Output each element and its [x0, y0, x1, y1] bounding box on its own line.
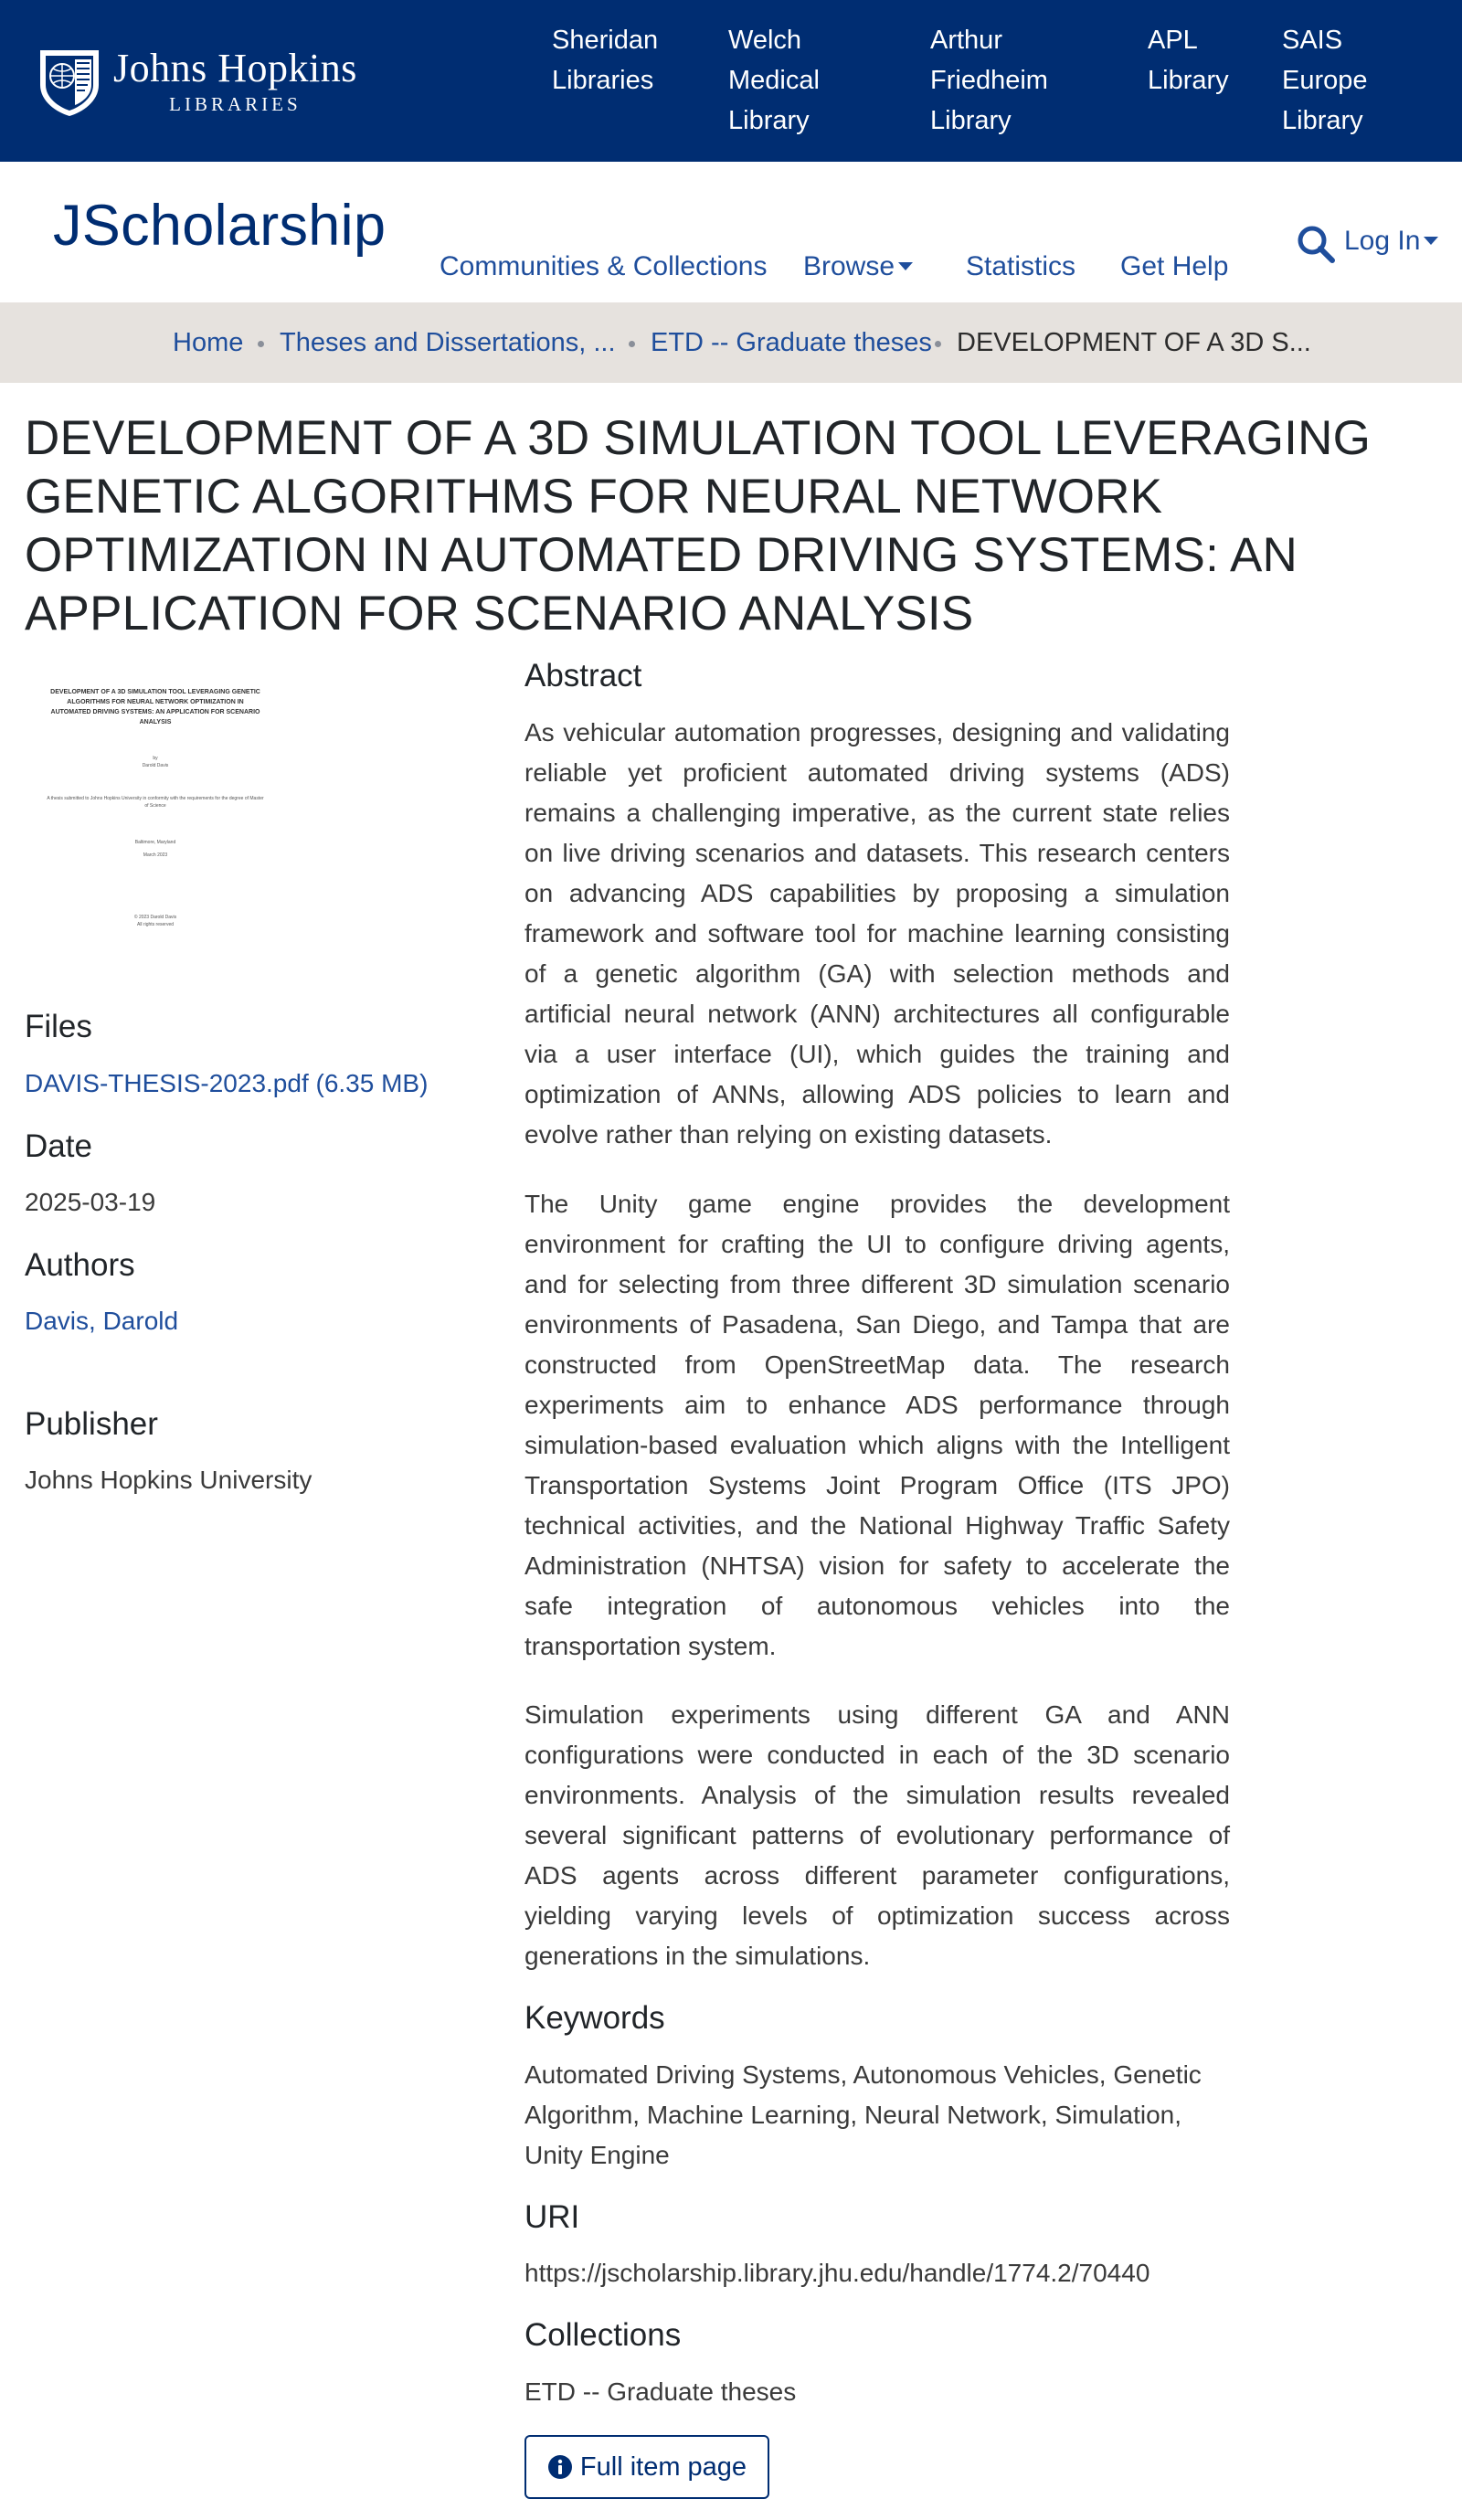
library-link-welch[interactable] — [728, 20, 820, 141]
library-link-apl[interactable] — [1148, 20, 1229, 101]
full-item-page-label: Full item page — [579, 2451, 747, 2482]
thumbnail-title: DEVELOPMENT OF A 3D SIMULATION TOOL LEVERAGING GENETIC ALGORITHMS FOR NEURAL NETWORK OPTIMIZATION IN AUTOMATED DRIVING SYSTEMS: AN APPLICATION FOR SCENARIO ANALYSIS — [50, 689, 260, 725]
link-line: Welch — [728, 26, 802, 55]
uri-link[interactable]: https://jscholarship.library.jhu.edu/handle/1774.2/70440 — [524, 2259, 1150, 2287]
keywords-heading: Keywords — [524, 2000, 665, 2036]
library-link-sheridan[interactable] — [552, 20, 658, 101]
link-line: Arthur — [930, 26, 1002, 55]
uri-heading: URI — [524, 2199, 580, 2235]
thumbnail-statement: A thesis submitted to Johns Hopkins University in conformity with the requirements for the degree of Master of Science — [47, 796, 264, 809]
full-item-page-button[interactable] — [524, 2435, 769, 2499]
chevron-down-icon — [1424, 237, 1438, 245]
thumbnail-author: Darold Davis — [142, 763, 169, 768]
library-topbar — [0, 0, 1462, 162]
chevron-down-icon — [898, 262, 913, 270]
collections-heading: Collections — [524, 2317, 682, 2353]
library-link-sais-europe[interactable] — [1282, 20, 1368, 141]
link-line: Library — [728, 106, 810, 135]
thumbnail-copyright: © 2023 Darold Davis — [133, 915, 177, 920]
files-heading: Files — [25, 1009, 92, 1044]
breadcrumb-theses[interactable]: Theses and Dissertations, ... — [280, 328, 616, 357]
link-line: Library — [1282, 106, 1363, 135]
nav-communities-collections[interactable]: Communities & Collections — [440, 251, 768, 281]
link-line: Sheridan — [552, 26, 659, 55]
search-icon[interactable] — [1296, 224, 1336, 264]
university-shield-icon — [35, 45, 104, 118]
date-heading: Date — [25, 1128, 92, 1164]
link-line: Medical — [728, 66, 820, 95]
logo-wordmark: Johns Hopkins — [113, 45, 357, 90]
link-line: Library — [930, 106, 1012, 135]
breadcrumb-etd[interactable]: ETD -- Graduate theses — [651, 328, 932, 357]
date-value: 2025-03-19 — [25, 1188, 156, 1216]
breadcrumb-home[interactable]: Home — [173, 328, 244, 357]
thumbnail-by: by — [153, 756, 158, 761]
keywords-value: Automated Driving Systems, Autonomous Vehicles, Genetic Algorithm, Machine Learning, Neural Network, Simulation, Unity Engine — [524, 2060, 1202, 2169]
collection-link[interactable]: ETD -- Graduate theses — [524, 2377, 797, 2406]
breadcrumb-separator — [935, 341, 941, 347]
publisher-heading: Publisher — [25, 1406, 158, 1442]
nav-get-help[interactable]: Get Help — [1120, 251, 1229, 281]
thumbnail-rights: All rights reserved — [136, 922, 174, 927]
login-button[interactable] — [1344, 226, 1438, 257]
library-link-friedheim[interactable] — [930, 20, 1048, 141]
link-line: SAIS — [1282, 26, 1343, 55]
breadcrumb-separator — [629, 341, 635, 347]
thumbnail-month: March 2023 — [143, 852, 168, 858]
link-line: Friedheim — [930, 66, 1048, 95]
logo-subtitle: LIBRARIES — [169, 92, 302, 115]
author-link[interactable]: Davis, Darold — [25, 1307, 179, 1335]
breadcrumb-current: DEVELOPMENT OF A 3D S... — [957, 328, 1311, 357]
abstract-paragraph: As vehicular automation progresses, designing and validating reliable yet proficient automated driving systems (ADS) remains a challenging imperative, as the current state relies on live driving scenarios and datasets. This research centers on advancing ADS capabilities by proposing a simulation framework and software tool for machine learning consisting of a genetic algorithm (GA) with selection methods and artificial neural network (ANN) architectures all configurable via a user interface (UI), which guides the training and optimization of ANNs, allowing ADS policies to learn and evolve rather than relying on existing datasets. — [524, 718, 1230, 1149]
link-line: Libraries — [552, 66, 654, 95]
breadcrumb — [0, 302, 1462, 383]
login-label: Log In — [1344, 226, 1421, 256]
link-line: Library — [1148, 66, 1229, 95]
abstract-paragraph: The Unity game engine provides the development environment for crafting the UI to configure driving agents, and for selecting from three different 3D simulation scenario environments of Pasadena, San Diego, and Tampa that are constructed from OpenStreetMap data. The research experiments aim to enhance ADS performance through simulation-based evaluation which aligns with the Intelligent Transportation Systems Joint Program Office (ITS JPO) technical activities, and the National Highway Traffic Safety Administration (NHTSA) vision for safety to accelerate the safe integration of autonomous vehicles into the transportation system. — [524, 1190, 1230, 1660]
breadcrumb-separator — [258, 341, 264, 347]
thumbnail-place: Baltimore, Maryland — [134, 840, 176, 845]
site-header — [0, 162, 1462, 302]
file-download-link[interactable]: DAVIS-THESIS-2023.pdf (6.35 MB) — [25, 1069, 429, 1097]
nav-statistics[interactable]: Statistics — [966, 251, 1076, 281]
jhu-libraries-logo[interactable] — [35, 42, 418, 121]
site-title[interactable]: JScholarship — [53, 194, 387, 258]
info-icon — [547, 2454, 573, 2480]
nav-browse[interactable] — [803, 251, 913, 282]
link-line: Europe — [1282, 66, 1368, 95]
authors-heading: Authors — [25, 1247, 135, 1283]
thesis-thumbnail[interactable] — [37, 674, 274, 981]
abstract-paragraph: Simulation experiments using different GA and ANN configurations were conducted in each of the 3D scenario environments. Analysis of the simulation results revealed several significant patterns of evolutionary performance of ADS agents across different parameter configurations, yielding varying levels of optimization success across generations in the simulations. — [524, 1700, 1230, 1970]
nav-browse-label: Browse — [803, 251, 895, 281]
publisher-value: Johns Hopkins University — [25, 1466, 313, 1494]
abstract-heading: Abstract — [524, 658, 642, 694]
page-title: DEVELOPMENT OF A 3D SIMULATION TOOL LEVERAGING GENETIC ALGORITHMS FOR NEURAL NETWORK OPTIMIZATION IN AUTOMATED DRIVING SYSTEMS: AN APPLICATION FOR SCENARIO ANALYSIS — [25, 411, 1371, 641]
link-line: APL — [1148, 26, 1198, 55]
